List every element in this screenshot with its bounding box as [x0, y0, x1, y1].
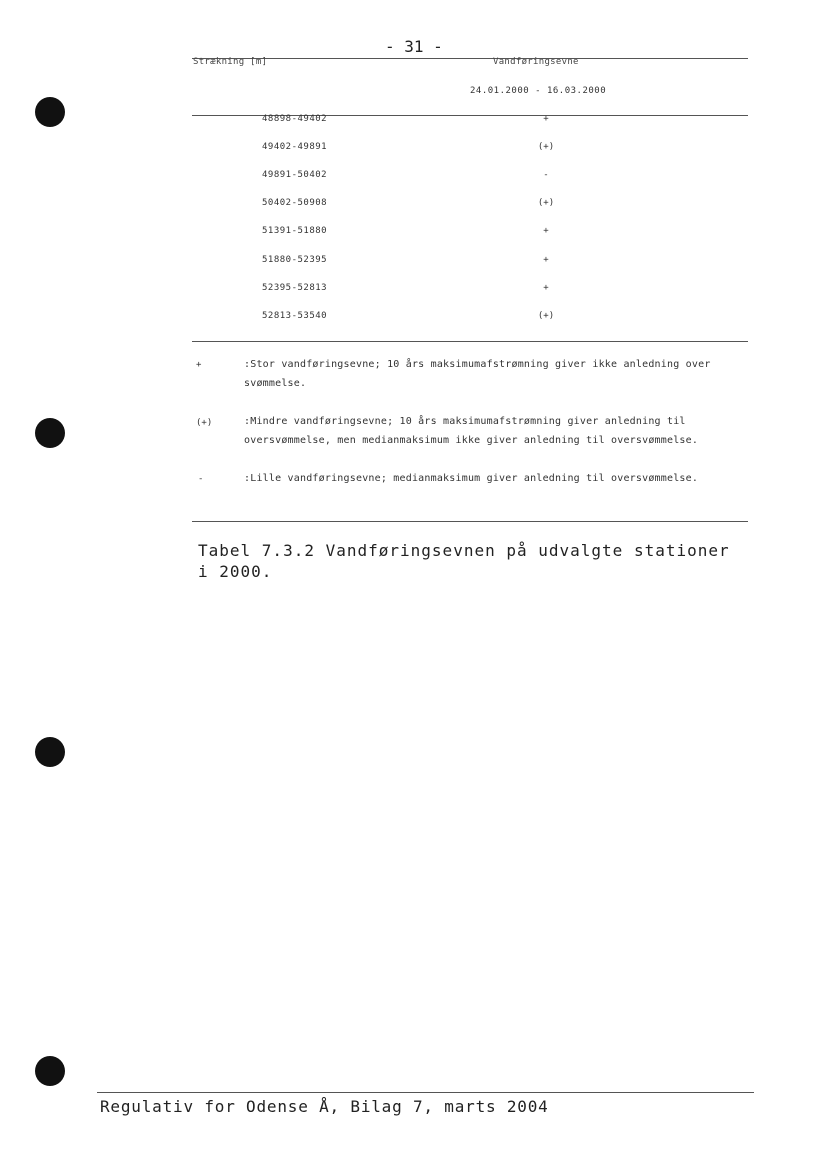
page-number: - 31 - — [385, 37, 443, 56]
table-row-value: (+) — [537, 311, 555, 321]
table-bottom-rule — [192, 341, 748, 342]
binder-hole — [35, 418, 65, 448]
column-header-capacity: Vandføringsevne — [493, 57, 579, 67]
table-row-range: 51880-52395 — [262, 255, 328, 265]
table-row-range: 52395-52813 — [262, 283, 328, 293]
period-label: 24.01.2000 - 16.03.2000 — [470, 86, 607, 96]
table-top-rule — [192, 58, 748, 59]
footer-rule — [97, 1092, 754, 1093]
table-row-value: (+) — [537, 198, 555, 208]
legend-text: :Mindre vandføringsevne; 10 års maksimumafstrømning giver anledning til oversvømmelse, men medianmaksimum ikke giver anledning til oversvømmelse. — [244, 416, 699, 446]
table-row-range: 48898-49402 — [262, 114, 328, 124]
table-row-range: 49891-50402 — [262, 170, 328, 180]
footer-text: Regulativ for Odense Å, Bilag 7, marts 2004 — [100, 1097, 549, 1116]
table-caption: Tabel 7.3.2 Vandføringsevnen på udvalgte stationer i 2000. — [198, 541, 730, 581]
table-row-value: + — [543, 114, 549, 124]
legend-symbol: + — [196, 360, 202, 370]
table-row-value: + — [543, 255, 549, 265]
legend-text: :Stor vandføringsevne; 10 års maksimumafstrømning giver ikke anledning over svømmelse. — [244, 359, 711, 389]
binder-hole — [35, 1056, 65, 1086]
table-row-value: - — [543, 170, 549, 180]
legend-symbol: - — [198, 474, 204, 484]
binder-hole — [35, 97, 65, 127]
table-row-value: (+) — [537, 142, 555, 152]
table-row-range: 50402-50908 — [262, 198, 328, 208]
table-row-range: 49402-49891 — [262, 142, 328, 152]
legend-bottom-rule — [192, 521, 748, 522]
table-row-value: + — [543, 226, 549, 236]
legend-text: :Lille vandføringsevne; medianmaksimum giver anledning til oversvømmelse. — [244, 473, 699, 484]
table-row-value: + — [543, 283, 549, 293]
column-header-section: Strækning [m] — [193, 57, 268, 67]
binder-hole — [35, 737, 65, 767]
legend-symbol: (+) — [196, 418, 213, 428]
table-row-range: 51391-51880 — [262, 226, 328, 236]
table-row-range: 52813-53540 — [262, 311, 328, 321]
